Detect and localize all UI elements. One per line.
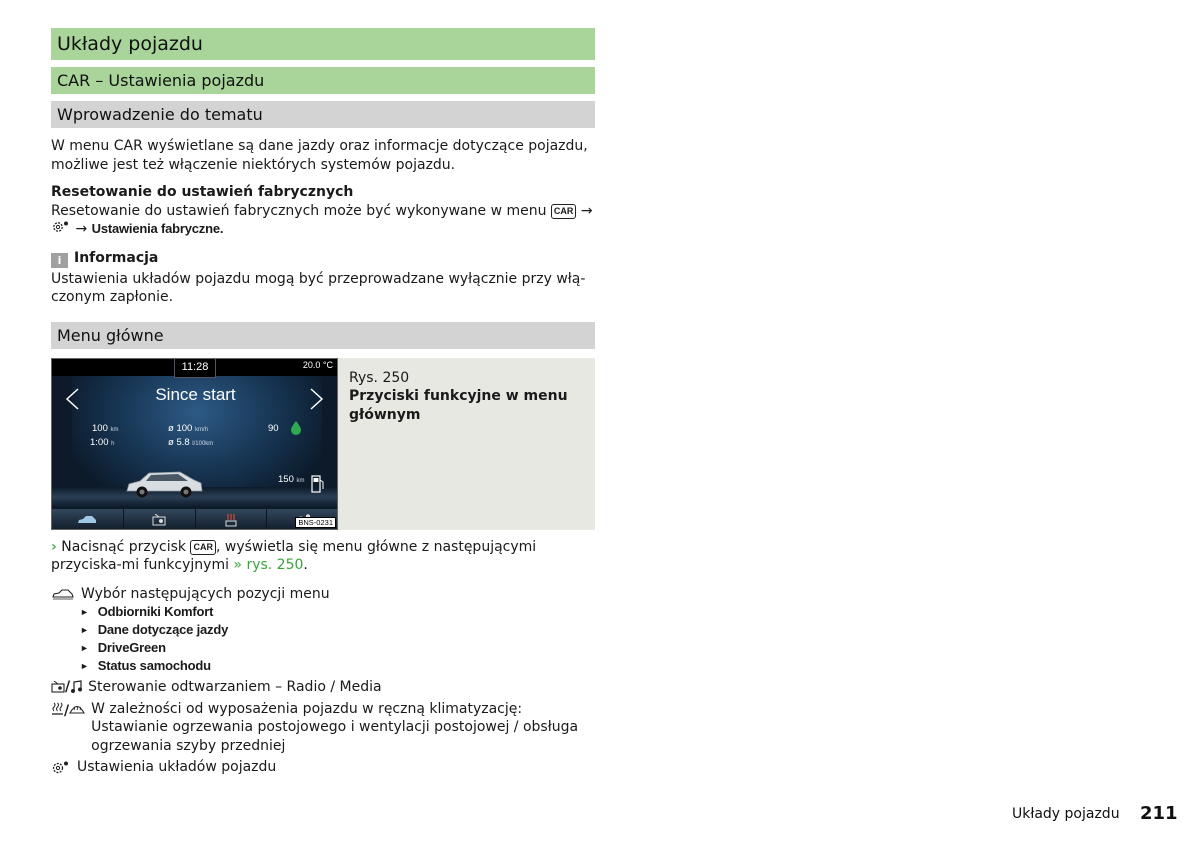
slash: / xyxy=(65,679,71,695)
step-marker: › xyxy=(51,538,57,555)
figure-caption xyxy=(349,369,589,425)
settings-gear-icon xyxy=(51,758,71,777)
menu-item-climate xyxy=(51,700,595,756)
info-title-row xyxy=(51,249,595,268)
menu-item-climate-text: W zależności od wyposażenia pojazdu w ręczną klimatyzację: Ustawianie ogrzewania postojowego i wentylacji postojowej / obsługa ogrzewania szyby przedniej xyxy=(91,700,579,754)
chapter-heading: Układy pojazdu xyxy=(51,28,595,60)
radio-icon xyxy=(51,681,65,693)
fuel-pump-icon xyxy=(310,473,326,495)
radio-icon xyxy=(152,514,166,526)
heater-icon xyxy=(225,513,237,527)
car-key-label: CAR xyxy=(551,204,577,219)
screen-range: 150 km xyxy=(278,473,305,485)
car-image xyxy=(124,467,204,503)
screen-clock: 11:28 xyxy=(174,359,216,378)
screen-green-value: 90 xyxy=(268,422,279,434)
step-text-after: , wyświetla się menu główne z następującymi przyciska-mi funkcyjnymi xyxy=(51,538,537,573)
menu-item-car-text: Wybór następujących pozycji menu xyxy=(81,585,330,602)
music-note-icon xyxy=(70,680,82,694)
climate-icons xyxy=(51,700,85,756)
settings-gear-icon xyxy=(51,221,75,237)
menu-list xyxy=(51,585,595,777)
figure-code: BNS-0231 xyxy=(295,517,336,528)
subsection-heading-menu: Menu główne xyxy=(51,322,595,349)
car-function-button[interactable] xyxy=(52,509,124,530)
info-icon: i xyxy=(51,253,68,268)
menu-item-media-text: Sterowanie odtwarzaniem – Radio / Media xyxy=(88,679,382,695)
page-column xyxy=(51,28,595,777)
slash: / xyxy=(64,702,70,719)
arrow: → xyxy=(580,202,593,219)
screen-consumption: ø 5.8 l/100km xyxy=(168,436,214,448)
menu-item-car xyxy=(51,585,595,604)
defrost-icon xyxy=(69,702,85,715)
step-instruction xyxy=(51,538,595,575)
heater-function-button[interactable] xyxy=(196,509,268,530)
car-icon xyxy=(51,585,75,604)
caption-text: Przyciski funkcyjne w menu głównym xyxy=(349,388,568,423)
screen-title: Since start xyxy=(155,384,236,404)
subsection-heading-intro: Wprowadzenie do tematu xyxy=(51,101,595,128)
reset-path xyxy=(51,220,595,239)
reset-text: Resetowanie do ustawień fabrycznych może być wykonywane w menu xyxy=(51,202,547,219)
reset-target: Ustawienia fabryczne. xyxy=(91,221,224,236)
drop-icon xyxy=(290,420,302,435)
figure-reference-link[interactable]: » rys. 250 xyxy=(233,557,304,573)
figure-250 xyxy=(51,358,595,530)
infotainment-screen xyxy=(51,358,338,530)
step-end: . xyxy=(303,557,308,573)
subitem-status: ► Status samochodu xyxy=(80,657,595,675)
step-text-before: Nacisnąć przycisk xyxy=(61,538,187,555)
screen-speed: ø 100 km/h xyxy=(168,422,208,434)
menu-item-settings-text: Ustawienia układów pojazdu xyxy=(77,759,277,775)
car-key-label: CAR xyxy=(190,540,216,555)
subitem-comfort: ► Odbiorniki Komfort xyxy=(80,603,595,621)
caption-number: Rys. 250 xyxy=(349,369,410,386)
menu-item-media xyxy=(51,678,595,697)
car-icon xyxy=(76,515,98,525)
radio-function-button[interactable] xyxy=(124,509,196,530)
screen-distance: 100 km xyxy=(92,422,119,434)
menu-subitems xyxy=(80,603,595,675)
page-number: 211 xyxy=(1140,803,1178,824)
info-text: Ustawienia układów pojazdu mogą być przeprowadzane wyłącznie przy włą-czonym zapłonie. xyxy=(51,270,586,305)
heater-icon xyxy=(51,702,64,716)
media-icons xyxy=(51,678,82,697)
reset-title: Resetowanie do ustawień fabrycznych xyxy=(51,184,354,200)
section-heading: CAR – Ustawienia pojazdu xyxy=(51,67,595,94)
footer-chapter-title: Układy pojazdu xyxy=(1012,806,1120,822)
arrow: → xyxy=(75,221,88,237)
menu-item-settings xyxy=(51,758,595,777)
intro-paragraph: W menu CAR wyświetlane są dane jazdy oraz informacje dotyczące pojazdu, możliwe jest też włączenie niektórych systemów pojazdu. xyxy=(51,138,588,173)
subitem-drivegreen: ► DriveGreen xyxy=(80,639,595,657)
info-title: Informacja xyxy=(74,249,159,266)
subitem-drive-data: ► Dane dotyczące jazdy xyxy=(80,621,595,639)
screen-temperature: 20.0 °C xyxy=(302,359,333,370)
reset-paragraph xyxy=(51,202,595,221)
screen-time: 1:00 h xyxy=(90,436,115,448)
